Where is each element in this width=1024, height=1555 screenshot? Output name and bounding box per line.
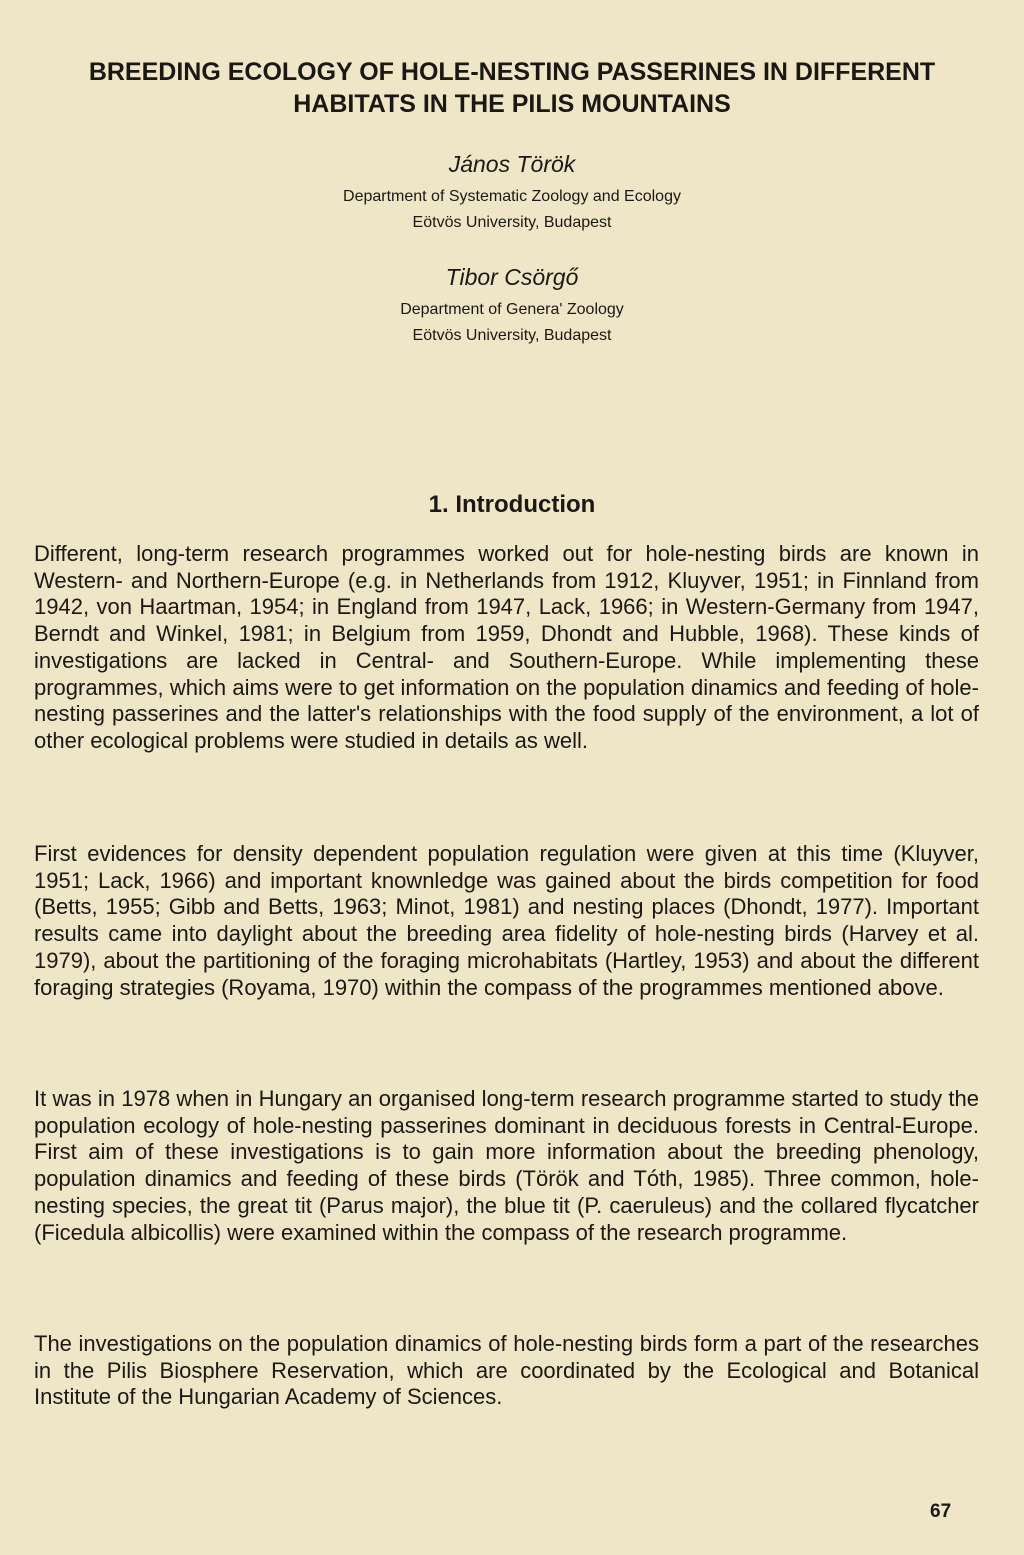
intro-paragraph-1: Different, long-term research programmes worked out for hole-nesting birds are known in Western- and Northern-Europe (e.g. in Netherlands from 1912, Kluyver, 1951; in Finnland from 1942, von Haartman, 1954; in England from 1947, Lack, 1966; in Western-Germany from 1947, Berndt and Winkel, 1981; in Belgium from 1959, Dhondt and Hubble, 1968). These kinds of investigations are lacked in Central- and Southern-Europe. While implementing these programmes, which aims were to get information on the population dinamics and feeding of hole-nesting passerines and the latter's relationships with the food supply of the environment, a lot of other ecological problems were studied in details as well. (34, 541, 979, 753)
author-institution-1: Eötvös University, Budapest (412, 214, 612, 231)
intro-paragraph-2: First evidences for density dependent population regulation were given at this time (Kluyver, 1951; Lack, 1966) and important knownledge was gained about the birds competition for food (Betts, 1955; Gibb and Betts, 1963; Minot, 1981) and nesting places (Dhondt, 1977). Important results came into daylight about the breeding area fidelity of hole-nesting birds (Harvey et al. 1979), about the partitioning of the foraging microhabitats (Hartley, 1953) and about the different foraging strategies (Royama, 1970) within the compass of the programmes mentioned above. (34, 841, 979, 1000)
article-title: BREEDING ECOLOGY OF HOLE-NESTING PASSERINES IN DIFFERENT HABITATS IN THE PILIS MOUNTAINS (88, 58, 936, 118)
author-institution-2: Eötvös University, Budapest (412, 327, 612, 344)
author-department-1: Department of Systematic Zoology and Ecology (343, 188, 681, 205)
intro-paragraph-4: The investigations on the population dinamics of hole-nesting birds form a part of the researches in the Pilis Biosphere Reservation, which are coordinated by the Ecological and Botanical Institute of the Hungarian Academy of Sciences. (34, 1331, 979, 1410)
intro-paragraph-3: It was in 1978 when in Hungary an organised long-term research programme started to study the population ecology of hole-nesting passerines dominant in deciduous forests in Central-Europe. First aim of these investigations is to gain more information about the breeding phenology, population dinamics and feeding of these birds (Török and Tóth, 1985). Three common, hole-nesting species, the great tit (Parus major), the blue tit (P. caeruleus) and the collared flycatcher (Ficedula albicollis) were examined within the compass of the research programme. (34, 1086, 979, 1245)
author-name-2: Tibor Csörgő (445, 264, 579, 290)
author-block-2 (0, 263, 1024, 349)
author-name-1: János Török (448, 151, 576, 177)
section-heading: 1. Introduction (428, 491, 596, 518)
author-block-1 (0, 150, 1024, 236)
page-number: 67 (930, 1501, 952, 1522)
author-department-2: Department of Genera' Zoology (400, 301, 624, 318)
